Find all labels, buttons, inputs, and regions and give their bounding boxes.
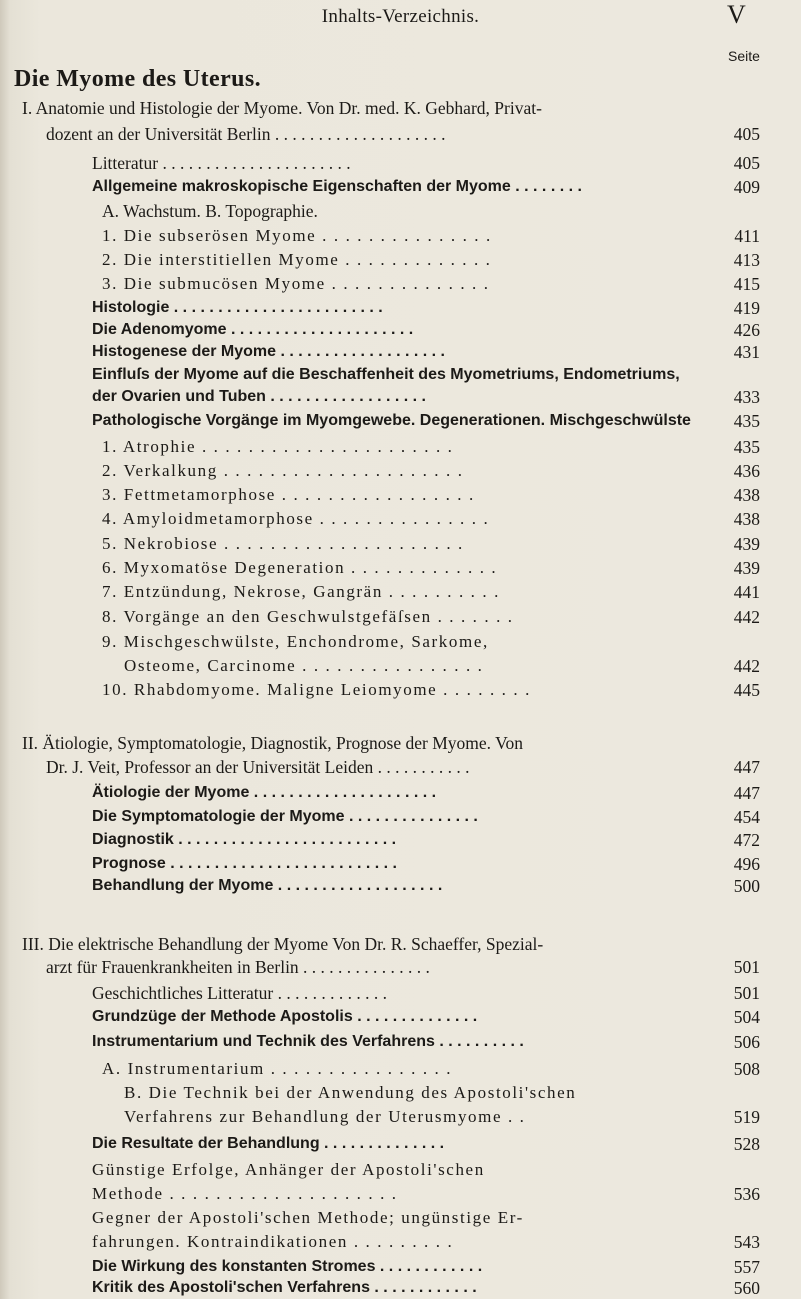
toc-page-number: 436: [733, 461, 760, 481]
toc-entry-text: B. Die Technik bei der Anwendung des Apostoli'schen: [124, 1083, 577, 1102]
toc-entry-text: 8. Vorgänge an den Geschwulstgefäſsen . . . . . . .: [102, 607, 514, 626]
toc-page-number: 415: [733, 274, 760, 294]
toc-page-number: 441: [733, 582, 760, 602]
toc-entry-text: 2. Verkalkung . . . . . . . . . . . . . . . . . . . . .: [102, 461, 464, 480]
toc-entry-text: I. Anatomie und Histologie der Myome. Von Dr. med. K. Gebhard, Privat-: [22, 98, 542, 118]
toc-entry-text: Einfluſs der Myome auf die Beschaffenheit des Myometriums, Endometriums,: [92, 366, 680, 383]
toc-page-number: 419: [733, 298, 760, 318]
main-title: Die Myome des Uterus.: [14, 66, 262, 92]
toc-page-number: 543: [733, 1232, 760, 1252]
toc-entry-text: Die Symptomatologie der Myome . . . . . . . . . . . . . . .: [92, 808, 478, 825]
toc-entry-text: Günstige Erfolge, Anhänger der Apostoli'schen: [92, 1160, 485, 1179]
toc-entry-text: III. Die elektrische Behandlung der Myome Von Dr. R. Schaeffer, Spezial-: [22, 934, 544, 954]
toc-entry-text: Dr. J. Veit, Professor an der Universität Leiden . . . . . . . . . . .: [46, 757, 470, 777]
toc-entry-text: Histogenese der Myome . . . . . . . . . . . . . . . . . . .: [92, 343, 445, 360]
toc-entry-text: Die Adenomyome . . . . . . . . . . . . . . . . . . . . .: [92, 321, 414, 338]
toc-entry-text: 9. Mischgeschwülste, Enchondrome, Sarkome,: [102, 632, 489, 651]
toc-entry-text: 1. Atrophie . . . . . . . . . . . . . . . . . . . . . .: [102, 437, 454, 456]
toc-page-number: 409: [733, 177, 760, 197]
toc-entry-text: Osteome, Carcinome . . . . . . . . . . . . . . . .: [124, 656, 484, 675]
toc-entry-text: 6. Myxomatöse Degeneration . . . . . . . . . . . . .: [102, 558, 498, 577]
toc-page-number: 454: [733, 807, 760, 827]
page-numeral: V: [727, 0, 746, 29]
toc-entry-text: A. Instrumentarium . . . . . . . . . . . . . . . .: [102, 1059, 453, 1078]
toc-page-number: 519: [733, 1107, 760, 1127]
toc-page-number: 447: [733, 757, 760, 777]
toc-page-number: 506: [733, 1032, 760, 1052]
toc-page-number: 438: [733, 509, 760, 529]
toc-entry-text: Instrumentarium und Technik des Verfahrens . . . . . . . . . .: [92, 1033, 524, 1050]
toc-entry-text: Behandlung der Myome . . . . . . . . . . . . . . . . . . .: [92, 877, 443, 894]
toc-entry-text: Diagnostik . . . . . . . . . . . . . . . . . . . . . . . . .: [92, 831, 397, 848]
toc-page-number: 439: [733, 558, 760, 578]
toc-entry-text: Pathologische Vorgänge im Myomgewebe. Degenerationen. Mischgeschwülste: [92, 412, 691, 429]
toc-page-number: 439: [733, 534, 760, 554]
toc-entry-text: Geschichtliches Litteratur . . . . . . . . . . . . .: [92, 983, 387, 1003]
toc-entry-text: Verfahrens zur Behandlung der Uterusmyome . .: [124, 1107, 526, 1126]
toc-entry-text: 3. Fettmetamorphose . . . . . . . . . . . . . . . . .: [102, 485, 475, 504]
toc-entry-text: Methode . . . . . . . . . . . . . . . . . . . .: [92, 1184, 398, 1203]
toc-entry-text: 7. Entzündung, Nekrose, Gangrän . . . . . . . . . .: [102, 582, 500, 601]
toc-entry-text: 10. Rhabdomyome. Maligne Leiomyome . . . . . . . .: [102, 680, 531, 699]
toc-page-number: 560: [733, 1278, 760, 1298]
toc-entry-text: Gegner der Apostoli'schen Methode; ungünstige Er-: [92, 1208, 524, 1227]
toc-page-number: 442: [733, 656, 760, 676]
toc-page-number: 435: [733, 411, 760, 431]
toc-page-number: 431: [733, 342, 760, 362]
toc-entry-text: Allgemeine makroskopische Eigenschaften der Myome . . . . . . . .: [92, 178, 582, 195]
toc-entry-text: Grundzüge der Methode Apostolis . . . . . . . . . . . . . .: [92, 1008, 478, 1025]
toc-entry-text: Litteratur . . . . . . . . . . . . . . . . . . . . . .: [92, 153, 351, 173]
toc-entry-text: 2. Die interstitiellen Myome . . . . . . . . . . . . .: [102, 250, 492, 269]
toc-page-number: 500: [733, 876, 760, 896]
toc-page-number: 411: [734, 226, 760, 246]
toc-entry-text: dozent an der Universität Berlin . . . . . . . . . . . . . . . . . . . .: [46, 124, 446, 144]
toc-page-number: 405: [733, 124, 760, 144]
toc-page-number: 438: [733, 485, 760, 505]
toc-page-number: 501: [733, 983, 760, 1003]
toc-entry-text: 1. Die subserösen Myome . . . . . . . . . . . . . . .: [102, 226, 492, 245]
toc-page-number: 435: [733, 437, 760, 457]
toc-entry-text: 5. Nekrobiose . . . . . . . . . . . . . . . . . . . . .: [102, 534, 464, 553]
toc-entry-text: Kritik des Apostoli'schen Verfahrens . . . . . . . . . . . .: [92, 1279, 477, 1296]
toc-entry-text: Die Resultate der Behandlung . . . . . . . . . . . . . .: [92, 1135, 445, 1152]
toc-entry-text: II. Ätiologie, Symptomatologie, Diagnostik, Prognose der Myome. Von: [22, 733, 523, 753]
toc-page-number: 472: [733, 830, 760, 850]
toc-page-number: 501: [733, 957, 760, 977]
toc-entry-text: Die Wirkung des konstanten Stromes . . . . . . . . . . . .: [92, 1258, 483, 1275]
toc-entry-text: Ätiologie der Myome . . . . . . . . . . . . . . . . . . . . .: [92, 784, 437, 801]
toc-page-number: 447: [733, 783, 760, 803]
toc-entry-text: arzt für Frauenkrankheiten in Berlin . . . . . . . . . . . . . . .: [46, 957, 430, 977]
toc-entry-text: Prognose . . . . . . . . . . . . . . . . . . . . . . . . . .: [92, 855, 397, 872]
toc-entry-text: fahrungen. Kontraindikationen . . . . . . . . .: [92, 1232, 454, 1251]
toc-page-number: 413: [733, 250, 760, 270]
toc-entry-text: der Ovarien und Tuben . . . . . . . . . . . . . . . . . .: [92, 388, 426, 405]
toc-page-number: 557: [733, 1257, 760, 1277]
toc-page-number: 405: [733, 153, 760, 173]
toc-page-number: 496: [733, 854, 760, 874]
toc-page-number: 426: [733, 320, 760, 340]
seite-label: Seite: [728, 48, 760, 64]
toc-page-number: 433: [733, 387, 760, 407]
toc-page-number: 536: [733, 1184, 760, 1204]
toc-entry-text: A. Wachstum. B. Topographie.: [102, 201, 318, 221]
toc-page-number: 445: [733, 680, 760, 700]
toc-entry-text: 3. Die submucösen Myome . . . . . . . . . . . . . .: [102, 274, 490, 293]
toc-page-number: 442: [733, 607, 760, 627]
toc-page-number: 504: [733, 1007, 760, 1027]
toc-entry-text: Histologie . . . . . . . . . . . . . . . . . . . . . . . .: [92, 299, 383, 316]
running-header: Inhalts-Verzeichnis.: [321, 6, 480, 27]
toc-entry-text: 4. Amyloidmetamorphose . . . . . . . . . . . . . . .: [102, 509, 490, 528]
toc-page-number: 508: [733, 1059, 760, 1079]
toc-page-number: 528: [733, 1134, 760, 1154]
